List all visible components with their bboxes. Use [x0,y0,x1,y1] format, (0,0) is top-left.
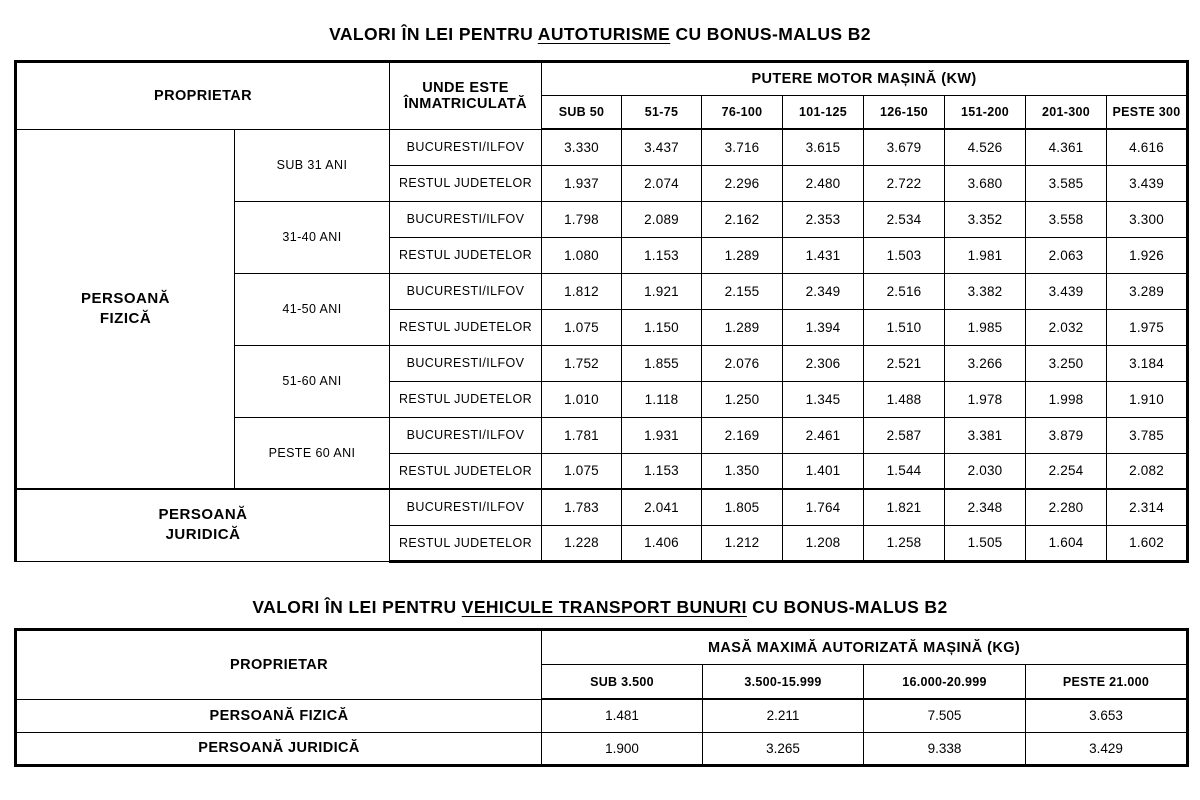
value-cell: 2.296 [702,165,783,201]
header-weight-band-2: 16.000-20.999 [864,665,1026,700]
owner-persoana-fizica [16,129,235,489]
value-cell: 2.353 [783,201,864,237]
header-unde-este-line1: UNDE ESTE [422,79,509,96]
value-cell: 1.118 [622,381,702,417]
header-weight-band-1: 3.500-15.999 [703,665,864,700]
value-cell: 3.679 [864,129,945,165]
value-cell: 3.879 [1026,417,1107,453]
value-cell: 2.306 [783,345,864,381]
value-cell: 2.521 [864,345,945,381]
table-2-title [0,597,1200,618]
value-cell: 3.437 [622,129,702,165]
value-cell: 3.439 [1026,273,1107,309]
title-1-underlined-term: AUTOTURISME [537,24,671,44]
value-cell: 3.265 [703,732,864,765]
header-putere-motor: PUTERE MOTOR MAȘINĂ (KW) [542,62,1188,96]
header-power-band-6: 201-300 [1026,96,1107,130]
value-cell: 3.785 [1107,417,1188,453]
table-1-body [16,129,1188,561]
owner-label: PERSOANĂ JURIDICĂ [16,732,542,765]
registration-label: BUCURESTI/ILFOV [390,201,542,237]
registration-label: RESTUL JUDETELOR [390,453,542,489]
value-cell: 2.162 [702,201,783,237]
value-cell: 4.361 [1026,129,1107,165]
value-cell: 1.481 [542,699,703,732]
value-cell: 1.975 [1107,309,1188,345]
title-2-underlined-term: VEHICULE TRANSPORT BUNURI [461,597,747,617]
owner-fizica-line1: PERSOANĂ [80,289,170,307]
value-cell: 1.821 [864,489,945,525]
owner-fizica-line2: FIZICĂ [99,309,152,327]
title-1-middle: CU BONUS-MALUS [670,24,848,44]
registration-label: BUCURESTI/ILFOV [390,489,542,525]
value-cell: 2.076 [702,345,783,381]
value-cell: 3.250 [1026,345,1107,381]
value-cell: 1.080 [542,237,622,273]
value-cell: 9.338 [864,732,1026,765]
value-cell: 2.280 [1026,489,1107,525]
age-group-peste-60: PESTE 60 ANI [235,417,390,489]
value-cell: 1.602 [1107,525,1188,561]
value-cell: 3.266 [945,345,1026,381]
registration-label: RESTUL JUDETELOR [390,525,542,561]
value-cell: 2.516 [864,273,945,309]
header-power-band-2: 76-100 [702,96,783,130]
value-cell: 1.781 [542,417,622,453]
value-cell: 1.394 [783,309,864,345]
value-cell: 2.314 [1107,489,1188,525]
value-cell: 1.937 [542,165,622,201]
age-group-sub-31: SUB 31 ANI [235,129,390,201]
value-cell: 3.680 [945,165,1026,201]
value-cell: 1.764 [783,489,864,525]
table-2-head [16,630,1188,700]
header-unde-este-inmatriculata [390,62,542,130]
value-cell: 1.289 [702,237,783,273]
value-cell: 1.228 [542,525,622,561]
table-1-title [0,24,1200,45]
table-row [16,699,1188,732]
value-cell: 1.544 [864,453,945,489]
table-2-body [16,699,1188,765]
table-1-head [16,62,1188,130]
header-proprietar: PROPRIETAR [16,62,390,130]
title-1-prefix: VALORI ÎN LEI PENTRU [329,24,538,44]
value-cell: 1.985 [945,309,1026,345]
header-power-band-1: 51-75 [622,96,702,130]
value-cell: 1.075 [542,309,622,345]
value-cell: 2.254 [1026,453,1107,489]
value-cell: 2.169 [702,417,783,453]
value-cell: 1.208 [783,525,864,561]
value-cell: 1.406 [622,525,702,561]
value-cell: 2.032 [1026,309,1107,345]
title-1-bonus-malus-class: B2 [847,24,871,44]
value-cell: 2.722 [864,165,945,201]
vehicule-transport-bunuri-table [14,628,1189,767]
value-cell: 2.041 [622,489,702,525]
age-group-31-40: 31-40 ANI [235,201,390,273]
header-power-band-0: SUB 50 [542,96,622,130]
value-cell: 1.812 [542,273,622,309]
value-cell: 2.089 [622,201,702,237]
table-row [16,129,1188,165]
value-cell: 2.063 [1026,237,1107,273]
title-2-bonus-malus-class: B2 [924,597,948,617]
value-cell: 1.910 [1107,381,1188,417]
header-weight-band-0: SUB 3.500 [542,665,703,700]
owner-label: PERSOANĂ FIZICĂ [16,699,542,732]
title-2-middle: CU BONUS-MALUS [746,597,925,617]
value-cell: 1.505 [945,525,1026,561]
value-cell: 3.653 [1026,699,1188,732]
value-cell: 2.534 [864,201,945,237]
value-cell: 1.289 [702,309,783,345]
value-cell: 1.431 [783,237,864,273]
owner-juridica-line2: JURIDICĂ [165,526,241,544]
value-cell: 1.604 [1026,525,1107,561]
value-cell: 1.345 [783,381,864,417]
value-cell: 1.503 [864,237,945,273]
registration-label: RESTUL JUDETELOR [390,309,542,345]
value-cell: 3.382 [945,273,1026,309]
value-cell: 1.510 [864,309,945,345]
value-cell: 1.075 [542,453,622,489]
value-cell: 1.150 [622,309,702,345]
owner-persoana-juridica [16,489,390,561]
value-cell: 3.558 [1026,201,1107,237]
value-cell: 3.352 [945,201,1026,237]
title-2-prefix: VALORI ÎN LEI PENTRU [252,597,462,617]
value-cell: 1.153 [622,237,702,273]
table-row [16,489,1188,525]
value-cell: 1.978 [945,381,1026,417]
value-cell: 1.350 [702,453,783,489]
registration-label: RESTUL JUDETELOR [390,165,542,201]
value-cell: 1.981 [945,237,1026,273]
age-group-41-50: 41-50 ANI [235,273,390,345]
header-power-band-5: 151-200 [945,96,1026,130]
value-cell: 2.155 [702,273,783,309]
value-cell: 3.585 [1026,165,1107,201]
value-cell: 2.587 [864,417,945,453]
header-weight-band-3: PESTE 21.000 [1026,665,1188,700]
value-cell: 7.505 [864,699,1026,732]
value-cell: 1.153 [622,453,702,489]
value-cell: 1.900 [542,732,703,765]
value-cell: 1.010 [542,381,622,417]
header-power-band-3: 101-125 [783,96,864,130]
value-cell: 1.926 [1107,237,1188,273]
value-cell: 2.082 [1107,453,1188,489]
value-cell: 1.258 [864,525,945,561]
registration-label: RESTUL JUDETELOR [390,237,542,273]
header-power-band-7: PESTE 300 [1107,96,1188,130]
value-cell: 3.330 [542,129,622,165]
value-cell: 1.401 [783,453,864,489]
registration-label: RESTUL JUDETELOR [390,381,542,417]
value-cell: 1.931 [622,417,702,453]
registration-label: BUCURESTI/ILFOV [390,129,542,165]
header-inmatriculata-line2: ÎNMATRICULATĂ [403,95,528,112]
value-cell: 1.250 [702,381,783,417]
value-cell: 1.998 [1026,381,1107,417]
value-cell: 2.349 [783,273,864,309]
value-cell: 4.526 [945,129,1026,165]
value-cell: 1.212 [702,525,783,561]
value-cell: 3.615 [783,129,864,165]
owner-juridica-line1: PERSOANĂ [158,506,248,523]
value-cell: 3.184 [1107,345,1188,381]
value-cell: 3.439 [1107,165,1188,201]
header-power-band-4: 126-150 [864,96,945,130]
registration-label: BUCURESTI/ILFOV [390,345,542,381]
value-cell: 4.616 [1107,129,1188,165]
autoturisme-table [14,60,1189,563]
header-proprietar: PROPRIETAR [16,630,542,700]
value-cell: 3.716 [702,129,783,165]
value-cell: 3.429 [1026,732,1188,765]
value-cell: 1.805 [702,489,783,525]
value-cell: 3.300 [1107,201,1188,237]
registration-label: BUCURESTI/ILFOV [390,417,542,453]
value-cell: 1.921 [622,273,702,309]
value-cell: 3.289 [1107,273,1188,309]
header-masa-maxima: MASĂ MAXIMĂ AUTORIZATĂ MAȘINĂ (KG) [542,630,1188,665]
value-cell: 2.348 [945,489,1026,525]
value-cell: 2.211 [703,699,864,732]
value-cell: 1.783 [542,489,622,525]
value-cell: 1.798 [542,201,622,237]
value-cell: 1.752 [542,345,622,381]
value-cell: 2.074 [622,165,702,201]
value-cell: 3.381 [945,417,1026,453]
value-cell: 1.488 [864,381,945,417]
value-cell: 2.480 [783,165,864,201]
value-cell: 2.030 [945,453,1026,489]
table-row [16,732,1188,765]
value-cell: 1.855 [622,345,702,381]
value-cell: 2.461 [783,417,864,453]
registration-label: BUCURESTI/ILFOV [390,273,542,309]
age-group-51-60: 51-60 ANI [235,345,390,417]
